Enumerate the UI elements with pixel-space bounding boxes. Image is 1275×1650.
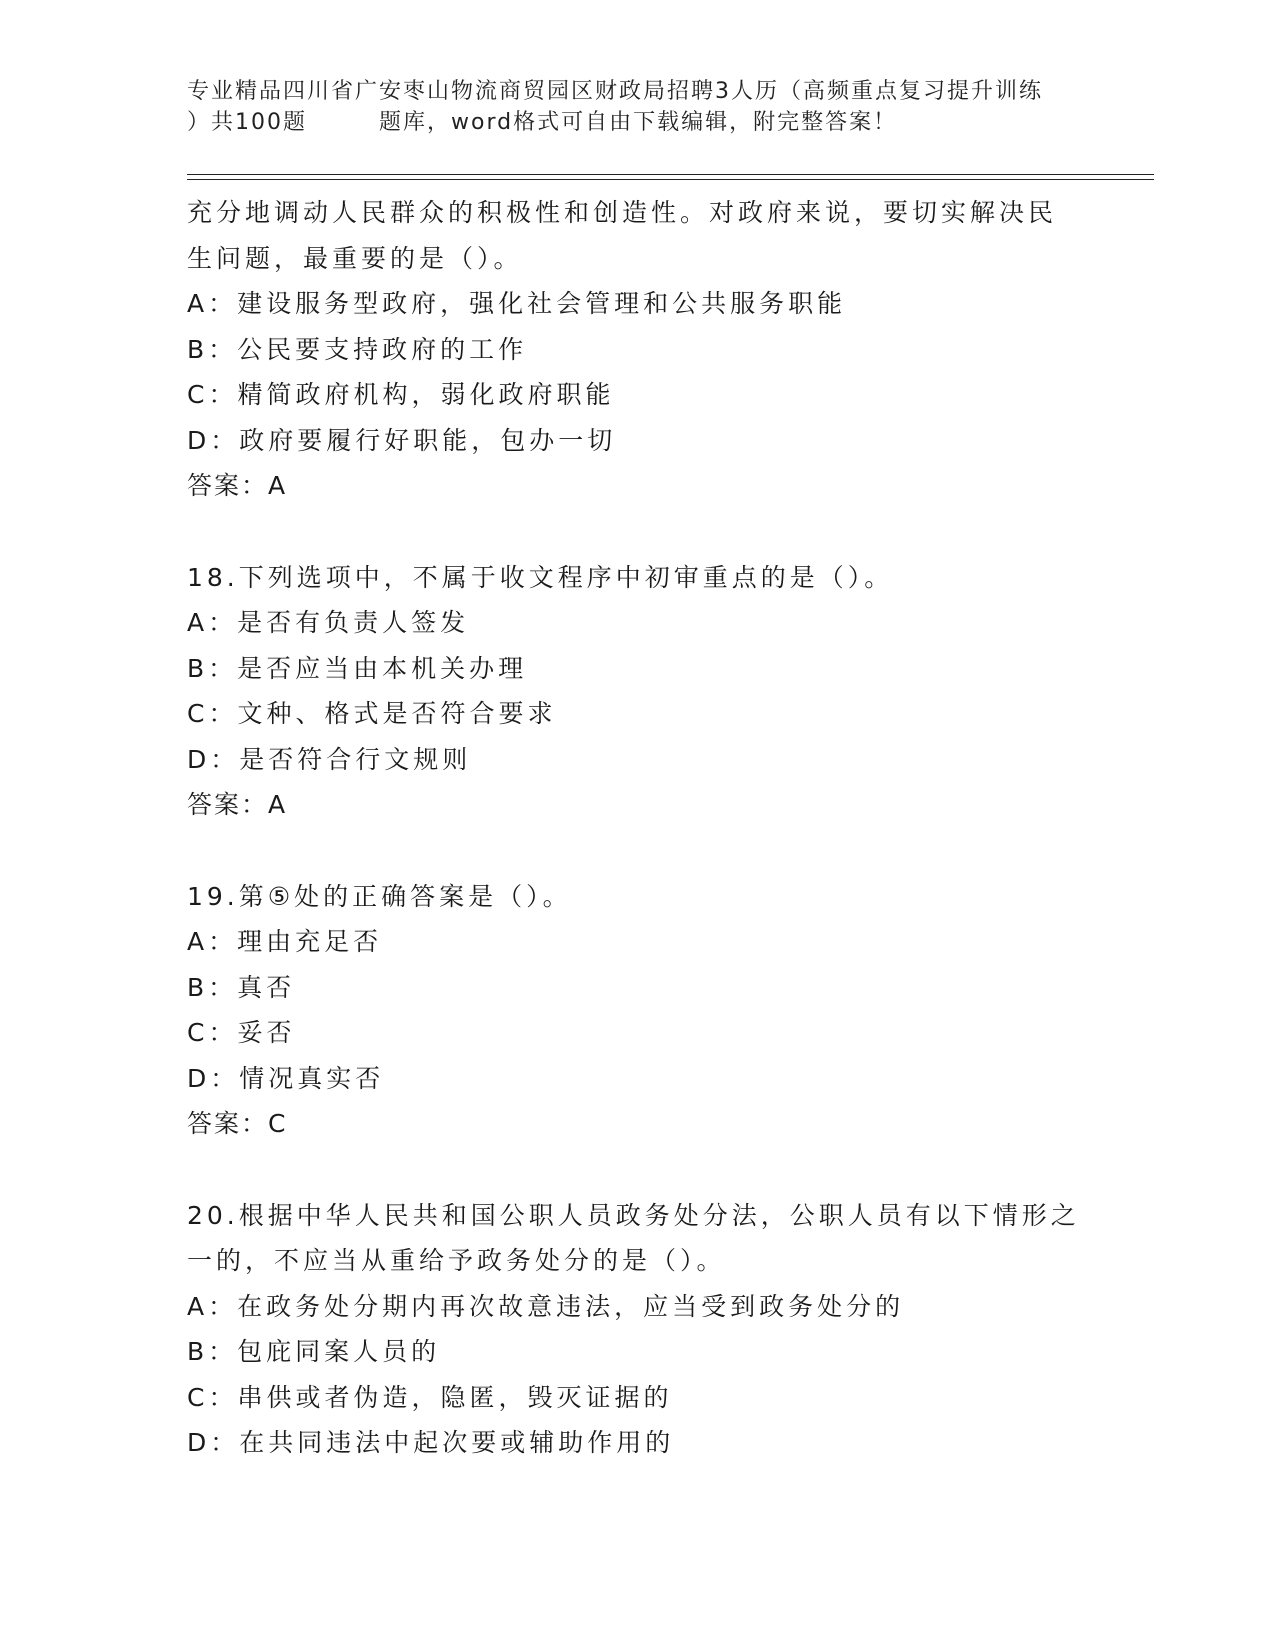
option-d: D：政府要履行好职能，包办一切 — [187, 425, 617, 455]
header-rule-top — [187, 174, 1154, 175]
option-c: C：串供或者伪造，隐匿，毁灭证据的 — [187, 1382, 673, 1412]
question-stem-line: 19.第⑤处的正确答案是（）。 — [187, 881, 572, 911]
header-title-part-b: 题库，word格式可自由下载编辑，附完整答案！ — [379, 110, 898, 135]
question-stem-line: 18.下列选项中，不属于收文程序中初审重点的是（）。 — [187, 562, 894, 592]
question-block-20 — [187, 1193, 1087, 1466]
header-title-line-1: 专业精品四川省广安枣山物流商贸园区财政局招聘3人历（高频重点复习提升训练 — [187, 79, 1043, 104]
answer-line: 答案：C — [187, 1109, 288, 1138]
option-c: C：文种、格式是否符合要求 — [187, 699, 557, 728]
option-c: C：妥否 — [187, 1018, 296, 1047]
question-stem-line: 20.根据中华人民共和国公职人员政务处分法，公职人员有以下情形之 — [187, 1200, 1080, 1230]
option-d: D：在共同违法中起次要或辅助作用的 — [187, 1428, 675, 1457]
question-block-18 — [187, 555, 1087, 828]
option-d: D：是否符合行文规则 — [187, 744, 472, 774]
question-list — [187, 190, 1087, 1466]
answer-line: 答案：A — [187, 471, 288, 500]
option-b: B：包庇同案人员的 — [187, 1337, 441, 1366]
header-rule-bottom — [187, 179, 1154, 180]
option-b: B：真否 — [187, 972, 296, 1002]
option-a: A：在政务处分期内再次故意违法，应当受到政务处分的 — [187, 1291, 905, 1321]
answer-line: 答案：A — [187, 790, 288, 819]
header-title-part-a: ）共100题 — [187, 110, 307, 135]
question-block-17 — [187, 190, 1087, 509]
question-block-19 — [187, 874, 1087, 1147]
option-a: A：理由充足否 — [187, 927, 383, 956]
option-a: A：建设服务型政府，强化社会管理和公共服务职能 — [187, 289, 847, 318]
option-b: B：公民要支持政府的工作 — [187, 334, 528, 364]
option-b: B：是否应当由本机关办理 — [187, 653, 528, 683]
option-d: D：情况真实否 — [187, 1063, 385, 1093]
question-stem-line: 一的，不应当从重给予政务处分的是（）。 — [187, 1246, 726, 1275]
question-stem-line: 生问题，最重要的是（）。 — [187, 243, 523, 273]
question-stem-line: 充分地调动人民群众的积极性和创造性。对政府来说，要切实解决民 — [187, 198, 1058, 227]
page-header — [187, 76, 1087, 138]
option-c: C：精简政府机构，弱化政府职能 — [187, 380, 615, 409]
option-a: A：是否有负责人签发 — [187, 608, 470, 637]
header-title-line-2 — [187, 107, 1087, 138]
